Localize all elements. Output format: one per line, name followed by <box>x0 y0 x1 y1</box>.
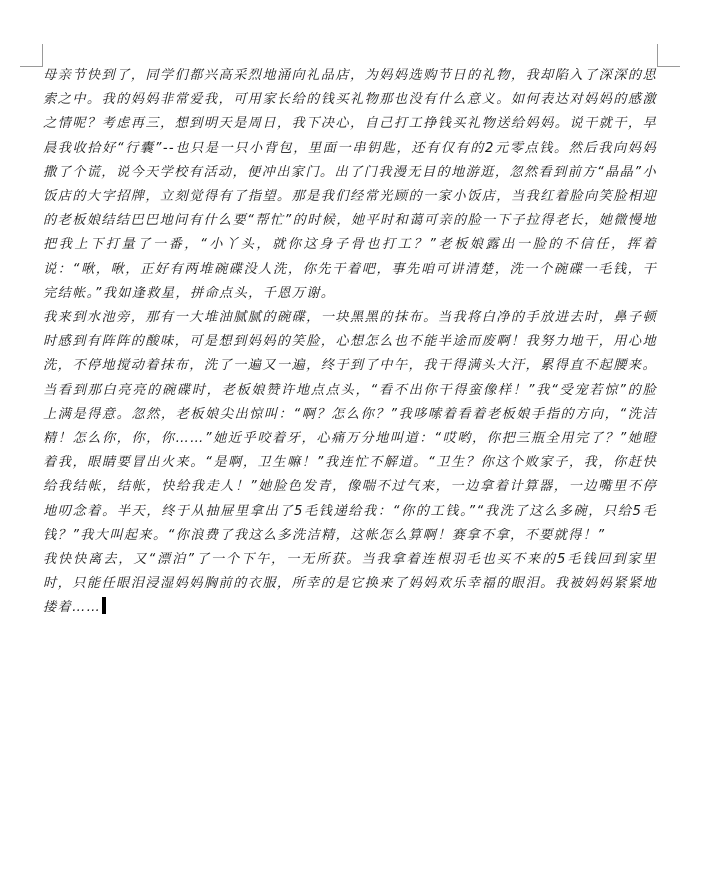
document-body[interactable] <box>43 64 657 621</box>
paragraph-3-text: 我快快离去，又“漂泊”了一个下午，一无所获。当我拿着连根羽毛也买不来的5毛钱回到家里时，只能任眼泪浸湿妈妈胸前的衣服，所幸的是它换来了妈妈欢乐幸福的眼泪。我被妈妈紧紧地搂着…… <box>43 552 657 616</box>
top-left-margin-mark <box>20 44 43 67</box>
paragraph-3 <box>43 548 657 621</box>
paragraph-2: 我来到水池旁，那有一大堆油腻腻的碗碟，一块黑黑的抹布。当我将白净的手放进去时，鼻子顿时感到有阵阵的酸味，可是想到妈妈的笑脸，心想怎么也不能半途而废啊！我努力地干，用心地洗，不停地搅动着抹布，洗了一遍又一遍，终于到了中午，我干得满头大汗，累得直不起腰来。当看到那白亮亮的碗碟时，老板娘赞许地点点头，“看不出你干得蛮像样！”我“受宠若惊”的脸上满是得意。忽然，老板娘尖出惊叫：“啊？怎么你？”我哆嗦着看着老板娘手指的方向，“洗洁精！怎么你，你，你……”她近乎咬着牙，心痛万分地叫道：“哎哟，你把三瓶全用完了？”她瞪着我，眼睛要冒出火来。“是啊，卫生嘛！”我连忙不解道。“卫生？你这个败家子，我，你赶快给我结帐，结帐，快给我走人！”她脸色发青，像喘不过气来，一边拿着计算器，一边嘴里不停地叨念着。半天，终于从抽屉里拿出了5毛钱递给我：“你的工钱。”“我洗了这么多碗，只给5毛钱？”我大叫起来。“你浪费了我这么多洗洁精，这帐怎么算啊！赛拿不拿，不要就得！” <box>43 310 657 543</box>
top-right-margin-mark <box>657 44 680 67</box>
text-cursor <box>102 597 106 614</box>
paragraph-1: 母亲节快到了，同学们都兴高采烈地涌向礼品店，为妈妈选购节日的礼物，我却陷入了深深的思索之中。我的妈妈非常爱我，可用家长给的钱买礼物那也没有什么意义。如何表达对妈妈的感激之情呢？考虑再三，想到明天是周日，我下决心，自己打工挣钱买礼物送给妈妈。说干就干，早晨我收拾好“行囊”--也只是一只小背包，里面一串钥匙，还有仅有的2元零点钱。然后我向妈妈撒了个谎，说今天学校有活动，便冲出家门。出了门我漫无目的地游逛，忽然看到前方“晶晶”小饭店的大字招牌，立刻觉得有了指望。那是我们经常光顾的一家小饭店，当我红着脸向笑脸相迎的老板娘结结巴巴地问有什么要“帮忙”的时候，她平时和蔼可亲的脸一下子拉得老长，她微慢地把我上下打量了一番，“小丫头，就你这身子骨也打工？”老板娘露出一脸的不信任，挥着说：“啾，啾，正好有两堆碗碟没人洗，你先干着吧，事先咱可讲清楚，洗一个碗碟一毛钱，干完结帐。”我如逢救星，拼命点头，千恩万谢。 <box>43 68 657 301</box>
